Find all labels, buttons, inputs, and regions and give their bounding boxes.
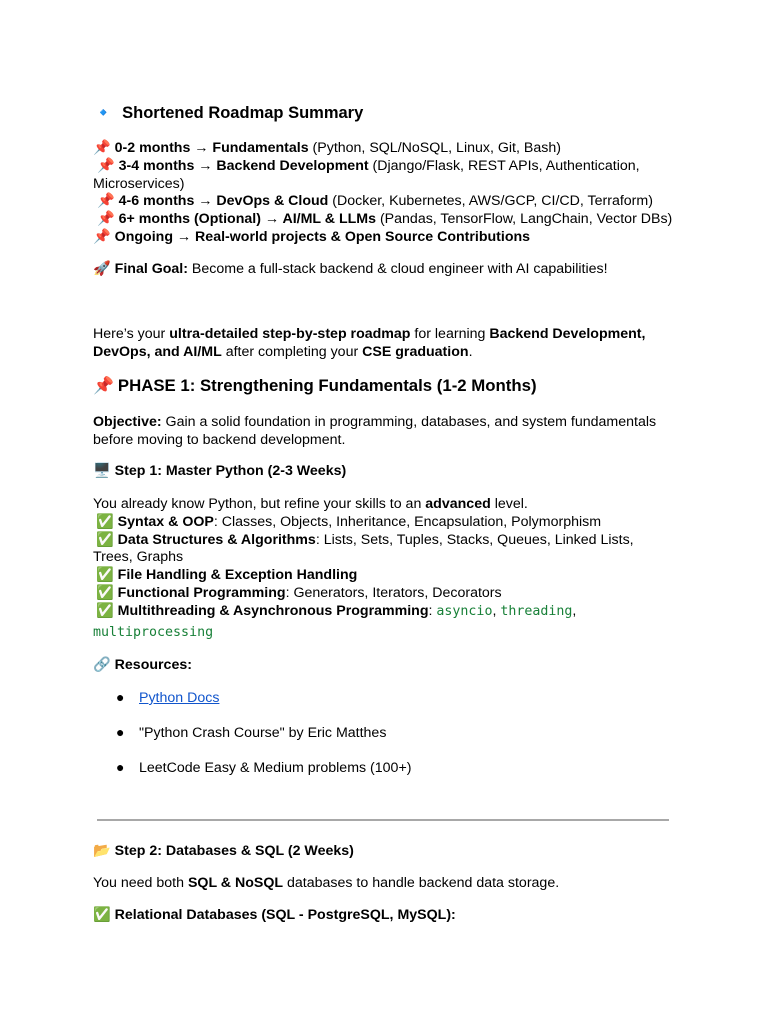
check-icon: ✅ xyxy=(96,532,114,548)
bullet-icon: ● xyxy=(116,759,125,775)
open-folder-icon: 📂 xyxy=(93,843,111,859)
objective-line-2: before moving to backend development. xyxy=(93,432,346,448)
code-threading: threading xyxy=(500,604,573,619)
pushpin-icon: 📌 xyxy=(97,193,115,209)
pushpin-icon: 📌 xyxy=(97,158,115,174)
summary-item-4: 📌 6+ months (Optional) → AI/ML & LLMs (Pandas, TensorFlow, LangChain, Vector DBs) xyxy=(97,211,673,227)
code-asyncio: asyncio xyxy=(436,604,493,619)
blue-diamond-icon: 🔹 xyxy=(93,104,114,122)
objective-line-1: Objective: Gain a solid foundation in programming, databases, and system fundamentals xyxy=(93,414,657,430)
step1-title: Step 1: Master Python (2-3 Weeks) xyxy=(114,463,347,479)
step1-heading xyxy=(93,462,346,480)
resource-item: LeetCode Easy & Medium problems (100+) xyxy=(139,760,412,776)
summary-item-2: 📌 3-4 months → Backend Development (Django/Flask, REST APIs, Authentication, xyxy=(97,158,640,174)
step2-title: Step 2: Databases & SQL (2 Weeks) xyxy=(114,843,354,859)
pushpin-icon: 📌 xyxy=(93,140,111,156)
checklist-item-5-cont xyxy=(93,623,213,642)
step1-intro: You already know Python, but refine your skills to an advanced level. xyxy=(93,496,528,512)
step2-heading xyxy=(93,842,354,860)
check-icon: ✅ xyxy=(96,514,114,530)
summary-item-1: 📌 0-2 months → Fundamentals (Python, SQL/NoSQL, Linux, Git, Bash) xyxy=(93,140,561,156)
resource-item: "Python Crash Course" by Eric Matthes xyxy=(139,725,387,741)
check-icon: ✅ xyxy=(96,585,114,601)
summary-item-5: 📌 Ongoing → Real-world projects & Open Source Contributions xyxy=(93,229,531,245)
rocket-icon: 🚀 xyxy=(93,261,111,277)
checklist-item-3: ✅ File Handling & Exception Handling xyxy=(96,567,358,583)
summary-item-3: 📌 4-6 months → DevOps & Cloud (Docker, Kubernetes, AWS/GCP, CI/CD, Terraform) xyxy=(97,193,653,209)
horizontal-divider xyxy=(97,819,669,821)
summary-heading xyxy=(93,104,363,123)
resources-heading: 🔗 Resources: xyxy=(93,657,192,673)
bullet-icon: ● xyxy=(116,689,125,705)
desktop-computer-icon: 🖥️ xyxy=(93,463,111,479)
code-multiprocessing: multiprocessing xyxy=(93,625,214,640)
step2-intro: You need both SQL & NoSQL databases to handle backend data storage. xyxy=(93,875,560,891)
checklist-item-5: ✅ Multithreading & Asynchronous Programming: asyncio, threading, xyxy=(96,603,577,619)
summary-title: Shortened Roadmap Summary xyxy=(122,104,364,122)
relational-db-heading: ✅ Relational Databases (SQL - PostgreSQL, MySQL): xyxy=(93,907,456,923)
intro-line-2: DevOps, and AI/ML after completing your CSE graduation. xyxy=(93,344,473,360)
bullet-icon: ● xyxy=(116,724,125,740)
pushpin-icon: 📌 xyxy=(97,211,115,227)
pushpin-icon: 📌 xyxy=(93,376,114,395)
link-icon: 🔗 xyxy=(93,657,111,673)
check-icon: ✅ xyxy=(96,603,114,619)
checklist-item-2: ✅ Data Structures & Algorithms: Lists, Sets, Tuples, Stacks, Queues, Linked Lists, xyxy=(96,532,634,548)
intro-line-1: Here’s your ultra-detailed step-by-step roadmap for learning Backend Development, xyxy=(93,326,646,342)
pushpin-icon: 📌 xyxy=(93,229,111,245)
summary-item-2-cont: Microservices) xyxy=(93,176,185,192)
phase1-title: PHASE 1: Strengthening Fundamentals (1-2 Months) xyxy=(117,376,537,395)
checklist-item-1: ✅ Syntax & OOP: Classes, Objects, Inheritance, Encapsulation, Polymorphism xyxy=(96,514,602,530)
check-icon: ✅ xyxy=(96,567,114,583)
python-docs-link[interactable]: Python Docs xyxy=(139,690,220,706)
final-goal: 🚀 Final Goal: Become a full-stack backend & cloud engineer with AI capabilities! xyxy=(93,261,608,277)
checklist-item-4: ✅ Functional Programming: Generators, Iterators, Decorators xyxy=(96,585,502,601)
checklist-item-2-cont: Trees, Graphs xyxy=(93,549,184,565)
check-icon: ✅ xyxy=(93,907,111,923)
phase1-heading xyxy=(93,376,537,396)
